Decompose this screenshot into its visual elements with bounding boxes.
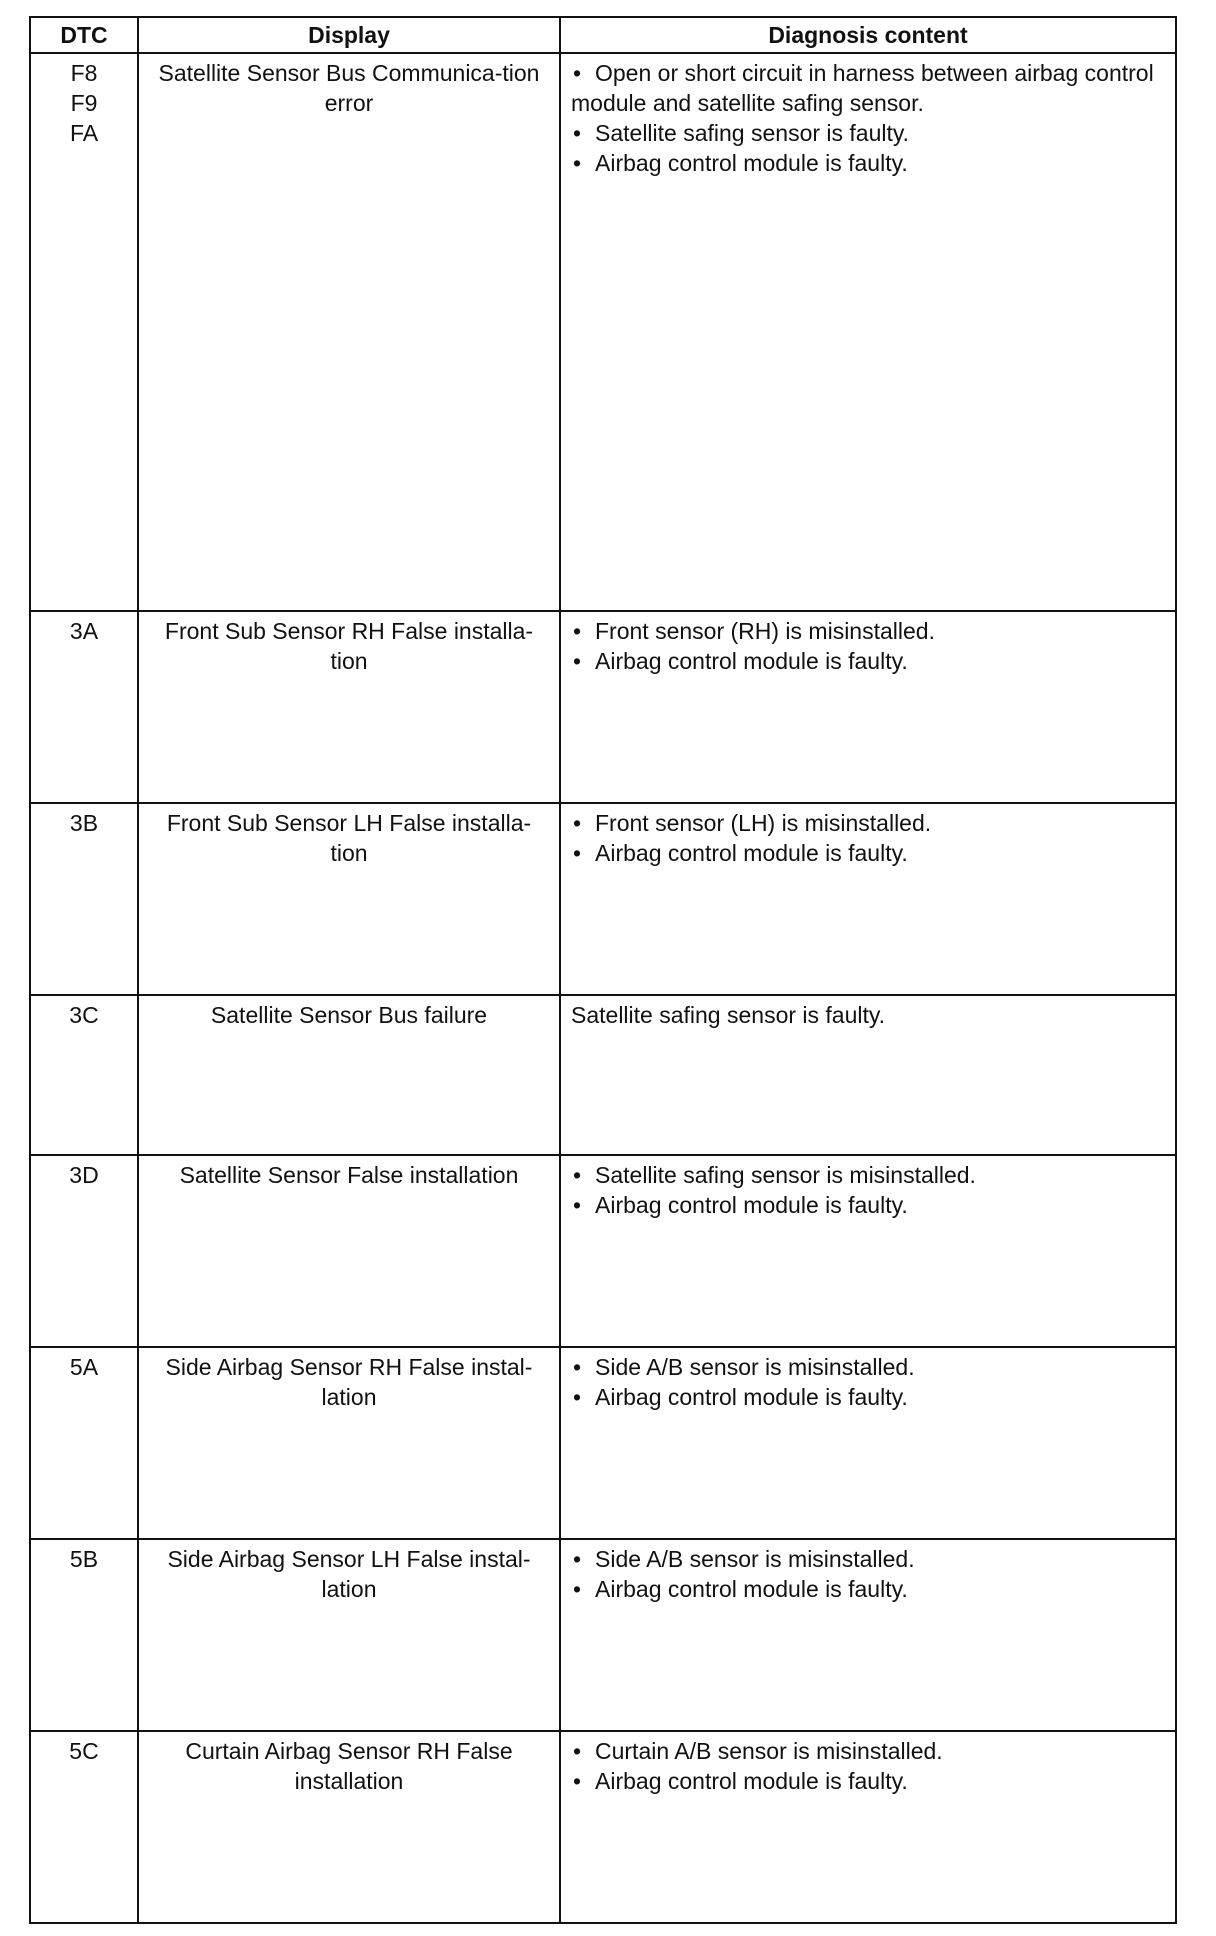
dtc-code: FA	[69, 120, 99, 146]
diagnosis-item: • Airbag control module is faulty.	[571, 1382, 1165, 1412]
diagnosis-list	[571, 1352, 1165, 1412]
dtc-code: 5C	[69, 1738, 99, 1764]
diagnosis-item: • Open or short circuit in harness between airbag control module and satellite safing sensor.	[571, 58, 1165, 118]
dtc-code-cell	[30, 803, 138, 995]
diagnosis-item: • Airbag control module is faulty.	[571, 1574, 1165, 1604]
display-cell: Side Airbag Sensor RH False instal-lation	[138, 1347, 560, 1539]
table-row	[30, 1347, 1176, 1539]
display-cell: Curtain Airbag Sensor RH False installation	[138, 1731, 560, 1923]
header-diagnosis: Diagnosis content	[560, 17, 1176, 53]
diagnosis-item: • Side A/B sensor is misinstalled.	[571, 1544, 1165, 1574]
diagnosis-cell	[560, 1155, 1176, 1347]
dtc-code: 3C	[69, 1002, 99, 1028]
diagnosis-list	[571, 1544, 1165, 1604]
table-row	[30, 1539, 1176, 1731]
dtc-code-cell	[30, 53, 138, 611]
dtc-code-cell	[30, 611, 138, 803]
table-row	[30, 1155, 1176, 1347]
diagnosis-item: • Airbag control module is faulty.	[571, 1766, 1165, 1796]
display-cell: Satellite Sensor Bus failure	[138, 995, 560, 1155]
diagnosis-item: • Airbag control module is faulty.	[571, 1190, 1165, 1220]
diagnosis-list	[571, 808, 1165, 868]
dtc-code: 3D	[69, 1162, 99, 1188]
display-cell: Front Sub Sensor LH False installa-tion	[138, 803, 560, 995]
diagnosis-cell	[560, 1539, 1176, 1731]
diagnosis-item: • Side A/B sensor is misinstalled.	[571, 1352, 1165, 1382]
header-row	[30, 17, 1176, 53]
diagnosis-item: • Satellite safing sensor is misinstalled.	[571, 1160, 1165, 1190]
diagnosis-cell	[560, 1347, 1176, 1539]
diagnosis-item: • Airbag control module is faulty.	[571, 838, 1165, 868]
display-cell: Front Sub Sensor RH False installa-tion	[138, 611, 560, 803]
header-display: Display	[138, 17, 560, 53]
dtc-code: 3A	[69, 618, 99, 644]
diagnosis-item: • Curtain A/B sensor is misinstalled.	[571, 1736, 1165, 1766]
dtc-code: 5B	[69, 1546, 99, 1572]
header-dtc: DTC	[30, 17, 138, 53]
display-cell: Side Airbag Sensor LH False instal-lation	[138, 1539, 560, 1731]
table-row	[30, 53, 1176, 611]
dtc-code-cell	[30, 1155, 138, 1347]
diagnosis-cell: Satellite safing sensor is faulty.	[560, 995, 1176, 1155]
diagnosis-cell	[560, 53, 1176, 611]
dtc-code: 5A	[69, 1354, 99, 1380]
dtc-code-cell	[30, 1347, 138, 1539]
diagnosis-item: • Satellite safing sensor is faulty.	[571, 118, 1165, 148]
diagnosis-item: • Airbag control module is faulty.	[571, 646, 1165, 676]
table-row	[30, 1731, 1176, 1923]
dtc-table	[29, 16, 1177, 1924]
dtc-code-cell	[30, 1731, 138, 1923]
dtc-code: F9	[70, 90, 98, 116]
table-row	[30, 803, 1176, 995]
diagnosis-list	[571, 1160, 1165, 1220]
diagnosis-cell	[560, 1731, 1176, 1923]
dtc-code: 3B	[69, 810, 99, 836]
diagnosis-item: • Airbag control module is faulty.	[571, 148, 1165, 178]
diagnosis-item: • Front sensor (RH) is misinstalled.	[571, 616, 1165, 646]
diagnosis-cell	[560, 611, 1176, 803]
display-cell: Satellite Sensor Bus Communica-tion error	[138, 53, 560, 611]
dtc-code: F8	[70, 60, 98, 86]
dtc-code-cell	[30, 1539, 138, 1731]
dtc-code-cell	[30, 995, 138, 1155]
diagnosis-list	[571, 616, 1165, 676]
display-cell: Satellite Sensor False installation	[138, 1155, 560, 1347]
table-row	[30, 611, 1176, 803]
diagnosis-list	[571, 1736, 1165, 1796]
table-row	[30, 995, 1176, 1155]
diagnosis-cell	[560, 803, 1176, 995]
diagnosis-list	[571, 58, 1165, 178]
diagnosis-item: • Front sensor (LH) is misinstalled.	[571, 808, 1165, 838]
